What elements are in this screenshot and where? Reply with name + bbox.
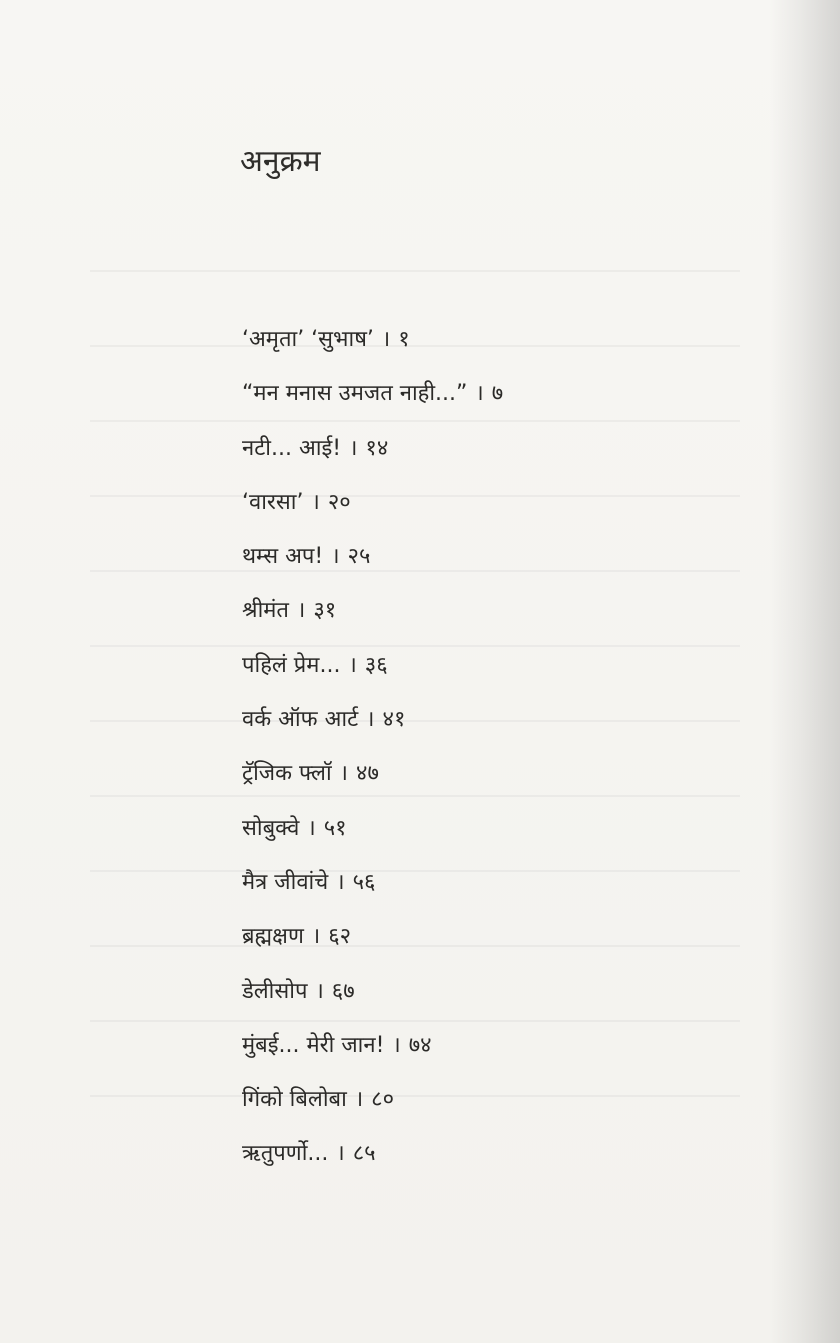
toc-entry (242, 809, 503, 863)
toc-entry-page-number: ६२ (328, 924, 352, 950)
toc-entry (242, 754, 503, 808)
toc-entry (242, 374, 503, 428)
toc-separator: । (315, 978, 324, 1004)
toc-entry (242, 863, 503, 917)
toc-entry (242, 591, 503, 645)
toc-entry-title: नटी... आई! (242, 435, 342, 461)
toc-entry (242, 1080, 503, 1134)
toc-entry-page-number: ३१ (313, 598, 337, 624)
toc-entry-page-number: २५ (347, 544, 371, 570)
toc-separator: । (366, 707, 375, 733)
toc-entry-page-number: ८५ (352, 1141, 376, 1167)
toc-separator: । (311, 489, 320, 515)
toc-entry-title: मैत्र जीवांचे (242, 869, 329, 895)
toc-entry-title: गिंको बिलोबा (242, 1087, 347, 1113)
toc-entry-title: ‘अमृता’ ‘सुभाष’ (242, 327, 374, 352)
toc-entry-page-number: ७४ (408, 1032, 432, 1058)
toc-separator: । (296, 598, 306, 624)
toc-entry-page-number: ७ (491, 381, 504, 407)
toc-entry (242, 1026, 503, 1080)
toc-separator: । (307, 815, 316, 841)
toc-entry (242, 646, 503, 700)
toc-entry-title: सोबुक्वे (242, 815, 300, 841)
toc-entry (242, 1134, 503, 1188)
toc-separator: । (381, 327, 391, 352)
toc-entry-page-number: ५१ (323, 815, 347, 841)
toc-entry (242, 429, 503, 483)
toc-entry (242, 972, 503, 1026)
toc-entry-page-number: २० (327, 489, 351, 515)
toc-separator: । (392, 1032, 401, 1058)
toc-entry-page-number: १४ (365, 435, 389, 461)
toc-entry-title: ‘वारसा’ (242, 489, 304, 515)
toc-separator: । (354, 1087, 364, 1113)
toc-separator: । (349, 435, 358, 461)
toc-separator: । (475, 381, 484, 407)
toc-entry (242, 537, 503, 591)
toc-entry-title: वर्क ऑफ आर्ट (242, 707, 359, 733)
toc-entry-page-number: १ (398, 327, 410, 352)
toc-entry-title: ब्रह्मक्षण (242, 924, 304, 950)
page-title: अनुक्रम (240, 144, 321, 179)
toc-entry-title: श्रीमंत (242, 598, 289, 624)
toc-entry-page-number: ५६ (352, 869, 376, 895)
toc-entry-title: “मन मनास उमजत नाही...” (242, 381, 468, 407)
toc-entry-page-number: ६७ (331, 978, 355, 1004)
toc-separator: । (336, 869, 345, 895)
toc-entry (242, 700, 503, 754)
toc-entry-title: पहिलं प्रेम... (242, 652, 341, 678)
toc-separator: । (336, 1141, 345, 1167)
toc-entry-title: ट्रॅजिक फ्लॉ (242, 761, 332, 787)
toc-entry (242, 320, 503, 374)
toc-separator: । (331, 544, 340, 570)
toc-separator: । (311, 924, 321, 950)
toc-entry-title: ऋतुपर्णो... (242, 1141, 329, 1167)
table-of-contents (242, 320, 503, 1189)
toc-entry-page-number: ८० (371, 1087, 395, 1113)
toc-entry-title: थम्स अप! (242, 544, 324, 570)
toc-entry (242, 917, 503, 971)
toc-entry-title: मुंबई... मेरी जान! (242, 1032, 385, 1058)
toc-entry-page-number: ३६ (364, 652, 388, 678)
toc-entry-title: डेलीसोप (242, 978, 308, 1004)
bleed-through-line (90, 270, 740, 272)
toc-separator: । (339, 761, 349, 787)
toc-separator: । (348, 652, 357, 678)
toc-entry-page-number: ४१ (382, 707, 406, 733)
toc-entry (242, 483, 503, 537)
toc-entry-page-number: ४७ (356, 761, 379, 787)
